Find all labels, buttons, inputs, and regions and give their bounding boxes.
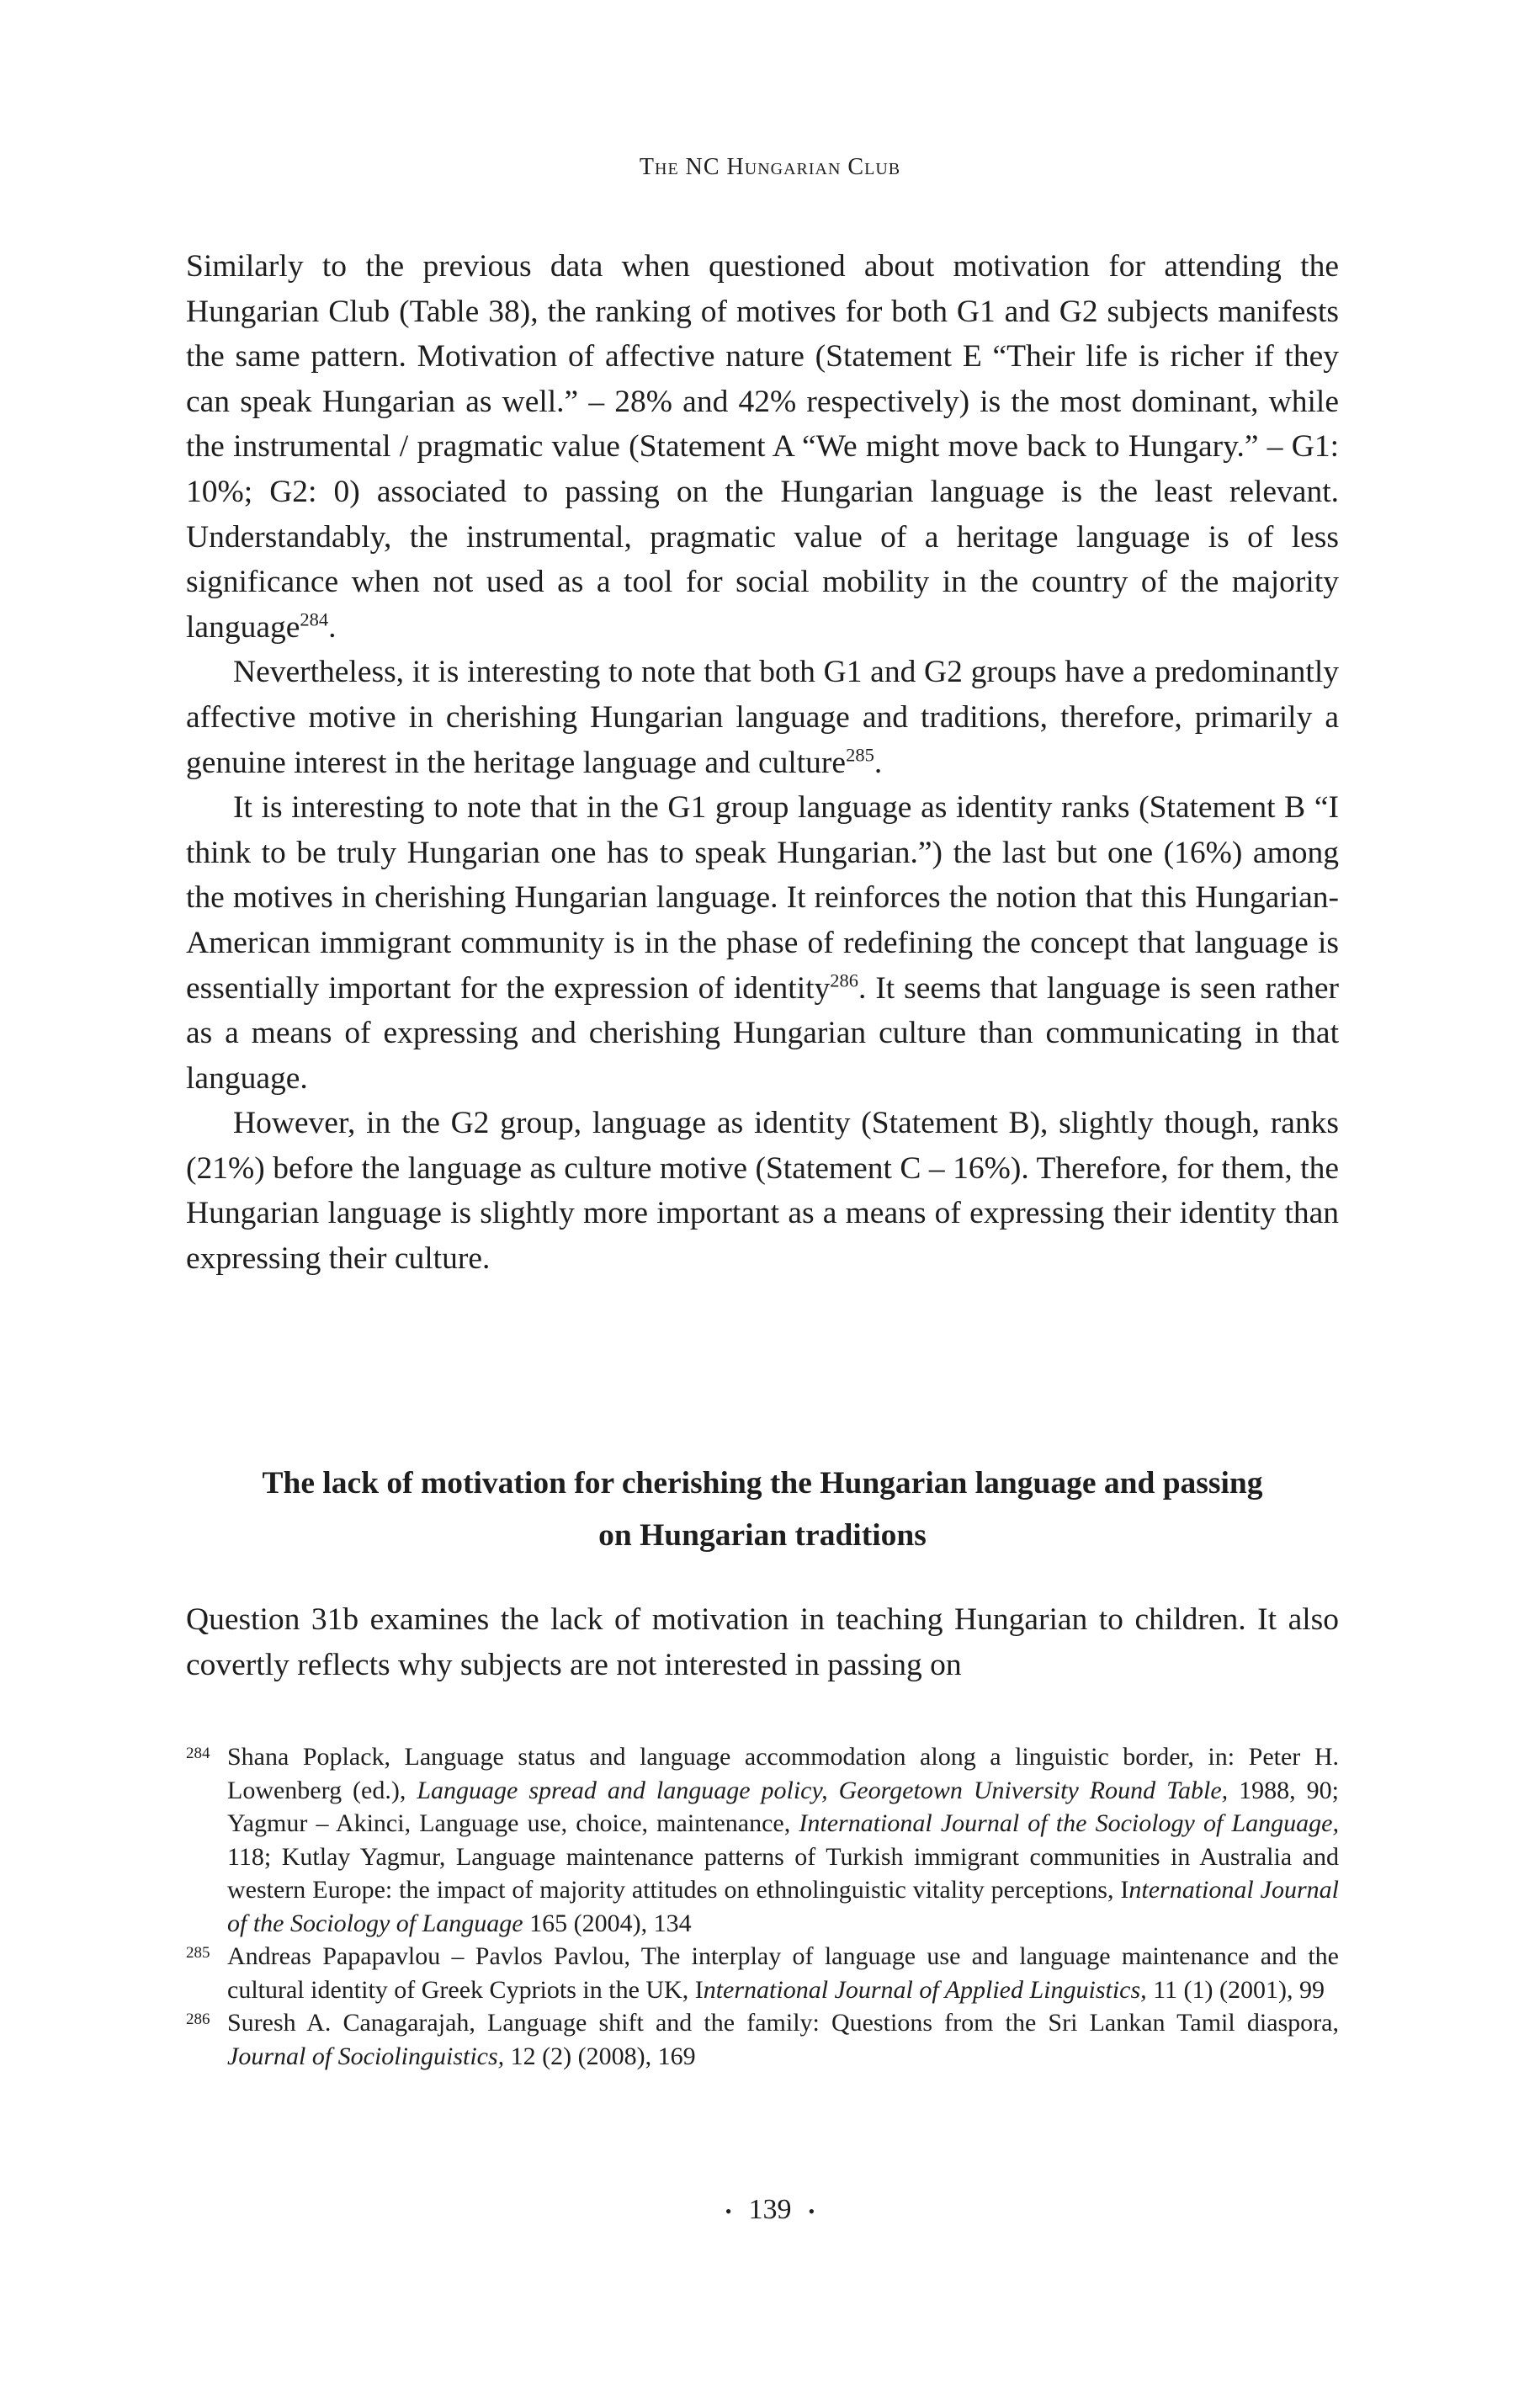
paragraph-text: Nevertheless, it is interesting to note that both G1 and G2 groups have a predominantly affective motive in cherishing Hungarian language and traditions, therefore, primarily a genuine interest in the heritage language and culture — [186, 655, 1339, 780]
footnote-italic: nternational Journal of Applied Linguistics, — [703, 1975, 1147, 2004]
footnote-text: 12 (2) (2008), 169 — [504, 2042, 696, 2070]
paragraph-4: However, in the G2 group, language as identity (Statement B), slightly though, ranks (21%) before the language as culture motive (Statement C – 16%). Therefore, for them, the Hungarian language is slightly more important as a means of expressing their identity than expressing their culture. — [186, 1106, 1339, 1277]
section-paragraph: Question 31b examines the lack of motivation in teaching Hungarian to children. It also covertly reflects why subjects are not interested in passing on — [186, 1602, 1339, 1682]
footnote-ref-285[interactable]: 285 — [846, 744, 874, 766]
body-text — [186, 244, 1339, 1282]
footnote-text: 1988, 90; Yagmur – Akinci, Language use, choice, maintenance, — [227, 1776, 1339, 1837]
paragraph-text: . — [874, 745, 883, 780]
page-number: 139 — [748, 2194, 792, 2225]
bullet-ornament-icon: • — [725, 2201, 732, 2223]
footnote-italic: Language spread and language policy, Georgetown University Round Table, — [417, 1776, 1229, 1804]
footnote-text: 11 (1) (2001), 99 — [1146, 1975, 1325, 2004]
footnote-ref-286[interactable]: 286 — [830, 969, 859, 991]
footnote-italic: International Journal of the Sociology of Language, — [799, 1809, 1339, 1837]
section-body — [186, 1597, 1339, 1687]
paragraph-text: . — [328, 609, 337, 645]
paragraph-2 — [186, 650, 1339, 785]
paragraph-text: . It seems that language is seen rather as a means of expressing and cherishing Hungarian culture than communicating in that language. — [186, 970, 1339, 1096]
paragraph-3 — [186, 785, 1339, 1101]
footnote-italic: nternational Journal of the Sociology of Language — [227, 1876, 1339, 1937]
running-header: The NC Hungarian Club — [639, 154, 901, 180]
section-heading-line-2: on Hungarian traditions — [598, 1518, 927, 1553]
section-heading — [186, 1458, 1339, 1562]
footnote-284 — [186, 1740, 1339, 1940]
paragraph-text: It is interesting to note that in the G1 group language as identity ranks (Statement B “I think to be truly Hungarian one has to speak Hungarian.”) the last but one (16%) among the motives in cherishing Hungarian language. It reinforces the notion that this Hungarian-American immigrant community is in the phase of redefining the concept that language is essentially important for the expression of identity — [186, 790, 1339, 1006]
footnotes — [186, 1740, 1339, 2073]
footnote-number: 284 — [186, 1745, 210, 1762]
footnote-285 — [186, 1940, 1339, 2006]
footnote-text: Shana Poplack, Language status and language accommodation along a linguistic border, in: Peter H. Lowenberg (ed.), — [227, 1743, 1339, 1804]
section-heading-line-1: The lack of motivation for cherishing the Hungarian language and passing — [262, 1466, 1263, 1501]
footnote-286 — [186, 2006, 1339, 2073]
footnote-text: Andreas Papapavlou – Pavlos Pavlou, The interplay of language use and language maintenance and the cultural identity of Greek Cypriots in the UK, I — [227, 1942, 1339, 2004]
footnote-number: 286 — [186, 2011, 210, 2028]
bullet-ornament-icon: • — [808, 2201, 815, 2223]
footnote-number: 285 — [186, 1944, 210, 1962]
footnote-text: 118; Kutlay Yagmur, Language maintenance patterns of Turkish immigrant communities in Australia and western Europe: the impact of majority attitudes on ethnolinguistic vitality perceptions, I — [227, 1842, 1339, 1904]
footnote-ref-284[interactable]: 284 — [300, 608, 329, 630]
footnote-italic: Journal of Sociolinguistics, — [227, 2042, 505, 2070]
footnote-text: 165 (2004), 134 — [523, 1909, 692, 1937]
footnote-text: Suresh A. Canagarajah, Language shift and the family: Questions from the Sri Lankan Tamil diaspora, — [227, 2009, 1339, 2037]
paragraph-1 — [186, 244, 1339, 650]
paragraph-text: Similarly to the previous data when questioned about motivation for attending the Hungarian Club (Table 38), the ranking of motives for both G1 and G2 subjects manifests the same pattern. Motivation of affective nature (Statement E “Their life is richer if they can speak Hungarian as well.” – 28% and 42% respectively) is the most dominant, while the instrumental / pragmatic value (Statement A “We might move back to Hungary.” – G1: 10%; G2: 0) associated to passing on the Hungarian language is the least relevant. Understandably, the instrumental, pragmatic value of a heritage language is of less significance when not used as a tool for social mobility in the country of the majority language — [186, 249, 1339, 645]
page-footer — [0, 2194, 1540, 2226]
